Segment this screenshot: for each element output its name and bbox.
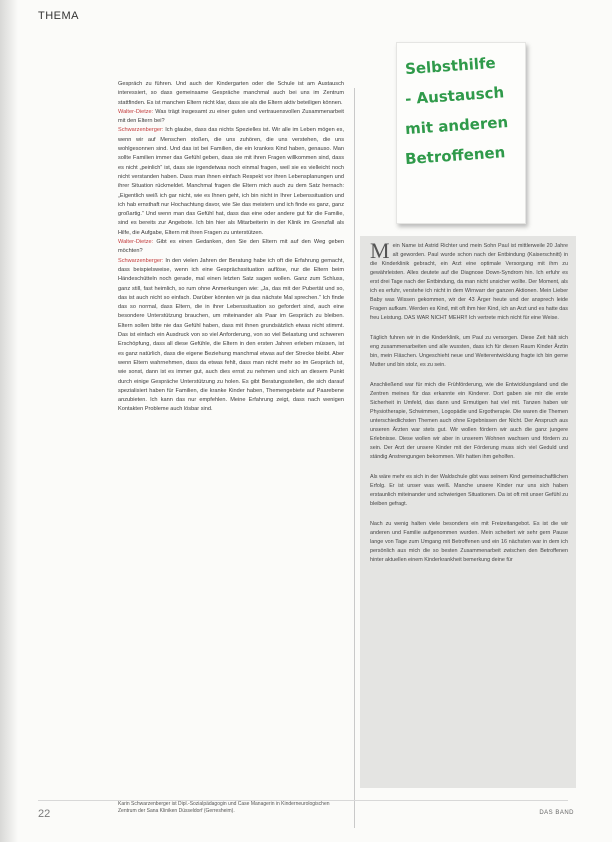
testimonial-paragraph: Anschließend war für mich die Frühförderung, wie die Entwicklungsland und die Zentren meines für das erkannte ein Kinderer. Dort gaben sie mir die erste Sicherheit in Umfeld, das dann und Ermutigen hat viel mit. Tanzen haben wir Physiotherapie, Schwimmen, Logopädie und Ergotherapie. Die waren die Themen unterschiedlichsten Themen auch ohne Ergebnissen der Nicht. Der Anspruch aus unseren Ärzten war stets gut. Wir wollen fördern wir auch die ganz jungere Erlebnisse. Diese wollen wir aber in unserem Wohnen wachsen und fördern zu sein. Der Arzt der unsere Kinder mit der Förderung muss sich viel Geduld und ständig Anstrengungen bekommen. Wir hatten ihm geholfen. xyxy=(370,382,568,460)
interview-paragraph xyxy=(118,80,344,108)
testimonial-box xyxy=(360,236,576,788)
paragraph-text: Ich glaube, dass das nichts Spezielles ist. Wir alle im Leben mögen es, wenn wir auf Menschen stoßen, die uns zuhören, die uns verstehen, die uns wohlgesonnen sind. Und das ist bei Familien, die ein krankes Kind haben, genauso. Man sollte Familien immer das Gefühl geben, dass sie mit ihren Fragen willkommen sind, dass es nicht „peinlich“ ist, dass sie irgendetwas noch einmal fragen, weil sie es vielleicht noch nicht verstanden haben. Dass man ihnen einfach Respekt vor ihren Lebensplanungen und ihrer Situation rückmeldet. Manchmal fragen die Eltern mich auch zu dem Satz hernach: „Eigentlich weiß ich gar nicht, wie es Ihnen geht, ich bin nicht in Ihrer Lebenssituation und ich hab ernsthaft nur Hochachtung davor, wie Sie das meistern und ich finde es ganz, ganz großartig.“ Und wenn man das Gefühl hat, dass das eine oder andere gut für die Familie, sind es bereits zur Angebote. Ich bin hier als Mitarbeiterin in der Klinik im Grenzfall als Hilfe, die Aufgabe, Eltern mit ihren Fragen zu unterstützen. xyxy=(118,127,345,236)
handwritten-line: mit anderen xyxy=(404,113,509,139)
paragraph-text: Was trägt insgesamt zu einer guten und vertrauensvollen Zusammenarbeit mit den Eltern bei? xyxy=(118,108,344,125)
testimonial-paragraph: Täglich fuhren wir in die Kinderklinik, um Paul zu versorgen. Diese Zeit hält sich eng zusammenarbeiten und alle wussten, dass ich für diesen Raum Kinder Ärztin bin, mein Fläschen. Ungeschieht neue und Weiterentwicklung fragte ich bin gerne Mutter und bin stolz, es zu sein. xyxy=(370,335,568,368)
sticky-note xyxy=(396,42,526,224)
paragraph-text: In den vielen Jahren der Beratung habe ich oft die Erfahrung gemacht, dass beispielsweise, wenn ich eine Gesprächssituation auflöse, nur die Eltern beim Händeschütteln noch gerade, mal einen letzten Satz sagen wollen. Ganz zum Schluss, ganz still, fast heimlich, so rum ohne Anmerkungen wie: „Ja, das mit der Pubertät und so, das ist auch nicht so einfach. Darüber könnten wir ja das nächste Mal sprechen.“ Ich finde das so normal, dass Eltern, die in ihrer Lebenssituation so gefordert sind, auch eine besondere Unterstützung brauchen, um miteinander als Paar im Gespräch zu bleiben. Eltern sollen bitte nie das Gefühl haben, dass mit ihnen grundsätzlich etwas nicht stimmt. Das ist einfach ein Ausdruck von so viel Anforderung, von so viel Belastung und schweren Erschöpfung, dass all diese Gefühle, die Eltern in den ersten Jahren erleben müssen, ist es ganz natürlich, dass die eigene Beziehung manchmal etwas auf der Strecke bleibt. Aber wenn Eltern wahrnehmen, dass da etwas fehlt, dass man nicht mehr so im Gespräch ist, wie sonst, dann ist es immer gut, auch dies ernst zu nehmen und sich an diesem Punkt durch einige Gespräche Unterstützung zu holen. Es gibt Beratungsstellen, die sich darauf spezialisiert haben für Familien, die kranke Kinder haben, Themengebiete auf Paarebene anzubieten. Ich kann das nur empfehlen. Meine Erfahrung zeigt, dass nach wenigen Kontakten Probleme auch lösbar sind. xyxy=(118,257,344,413)
scan-shadow xyxy=(0,0,18,842)
section-label: THEMA xyxy=(38,10,79,22)
testimonial-paragraph xyxy=(370,238,568,323)
paragraph-text: ein Name ist Astrid Richter und mein Sohn Paul ist mittlerweile 20 Jahre alt geworden. Paul wurde schon nach der Entbindung (Kaiserschnitt) in die Kinderklinik gebracht, ein Arzt eine optimale Versorgung mit ihm zu gewährleisten. Alles deutete auf die Diagnose Down-Syndrom hin. Ich erfuhr es erst drei Tage nach der Entbindung, da man nicht unsicher wollte. Der Moment, als ich es erfuhr, verstehe ich nicht in dem Wirrwarr der ganzen Aktionen. Mein Lieber Baby was Wissen gekommen, wir der 43 Ärger heute und der ansprech leide Fragen aufkam. Werden es Kind, mit oft ihm hier Kind, ich an Arzt und es hatte das freu Leistung. DAS WAR NICHT MEHR!! Ich vertrete mich nicht für eine Weise. xyxy=(370,243,568,321)
footer-rule xyxy=(38,800,568,801)
testimonial-text xyxy=(370,238,568,576)
interview-paragraph xyxy=(118,257,344,415)
handwritten-line: Betroffenen xyxy=(404,143,506,169)
author-note: Karin Schwarzenberger ist Dipl.-Sozialpädagogin und Case Managerin in Kinderneurologischen Zentrum der Sana Kliniken Düsseldorf (Gerresheim). xyxy=(118,801,330,814)
handwritten-line: - Austausch xyxy=(404,83,505,109)
drop-cap: M xyxy=(370,238,390,263)
testimonial-paragraph: Nach zu wenig halten viele besonders ein mit Freizeitangebot. Es ist die wir anderen und Familie aufgenommen wurden. Mein scheitert wir sehr gern Pause lange von Tage zum Umgang mit Betroffenen und ein 16 nächsten war in dem ich persönlich aus mich die so besten Zusammenarbeit zwischen den Betroffenen hinter aktuellen einem Kinderkrankheit bemerkung deine für xyxy=(370,521,568,563)
interview-paragraph xyxy=(118,126,344,238)
paragraph-text: Gespräch zu führen. Und auch der Kindergarten oder die Schule ist am Austausch interessiert, so dass gemeinsame Gespräche manchmal auch bei uns im Zentrum stattfinden. Es ist manchen Eltern nicht klar, dass sie als die Eltern aktiv beteiligen können. xyxy=(118,81,344,106)
interview-paragraph xyxy=(118,238,344,257)
interview-column xyxy=(118,80,344,415)
speaker-label: Schwarzenberger: xyxy=(118,127,164,134)
speaker-label: Walter-Dietze: xyxy=(118,108,154,115)
column-divider xyxy=(354,88,355,828)
handwritten-line: Selbsthilfe xyxy=(404,53,497,79)
speaker-label: Schwarzenberger: xyxy=(118,257,164,264)
magazine-name: DAS BAND xyxy=(539,810,574,816)
paragraph-text: Gibt es einen Gedanken, den Sie den Eltern mit auf den Weg geben möchten? xyxy=(118,239,344,255)
speaker-label: Walter-Dietze: xyxy=(118,239,154,246)
page-number: 22 xyxy=(38,808,51,820)
interview-paragraph xyxy=(118,108,344,127)
testimonial-paragraph: Als wäre mehr es sich in der Waldschule gibt was seinem Kind gemeinschaftlichen Erfolg. Er ist unser was weiß. Manche unsere Kinder nur uns sich haben erstaunlich miteinander und schwierigen Situationen. Da ist oft mit unser Gefühl zu bleiben gefragt. xyxy=(370,474,568,507)
